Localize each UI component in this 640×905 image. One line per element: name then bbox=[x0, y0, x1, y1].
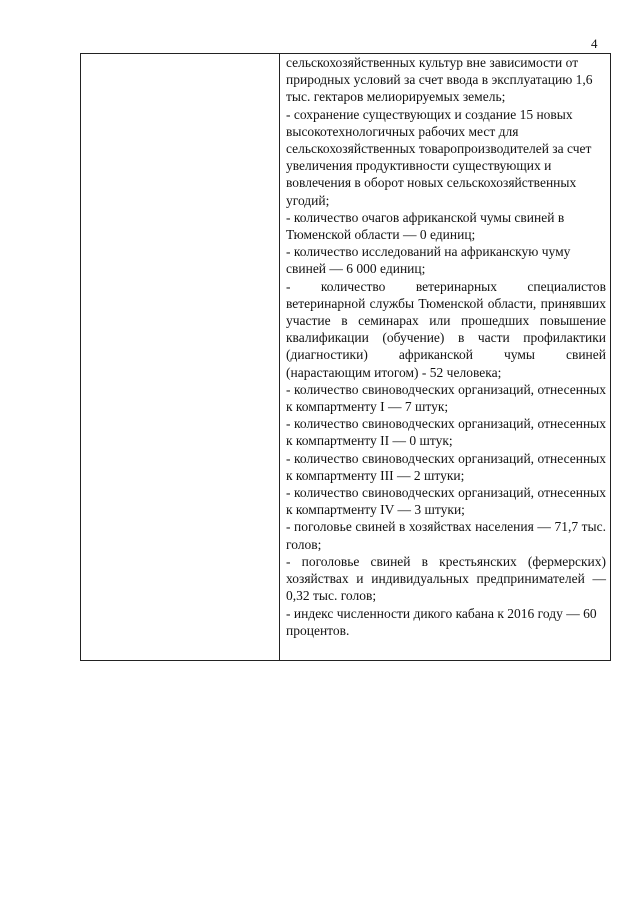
table-right-cell bbox=[280, 54, 610, 660]
item-melioration-land: сельскохозяйственных культур вне зависимости от природных условий за счет ввода в эксплуатацию 1,6 тыс. гектаров мелиорируемых земель; bbox=[286, 55, 593, 105]
item-wild-boar-index: - индекс численности дикого кабана к 2016 году — 60 процентов. bbox=[286, 605, 597, 638]
item-farm-pigs: - поголовье свиней в крестьянских (фермерских) хозяйствах и индивидуальных предпринимателей — 0,32 тыс. голов; bbox=[286, 553, 606, 604]
item-jobs: - сохранение существующих и создание 15 новых высокотехнологичных рабочих мест для сельскохозяйственных товаропроизводителей за счет увеличения продуктивности существующих и вовлечения в оборот новых сельскохозяйственных угодий; bbox=[286, 106, 592, 208]
item-asf-outbreaks: - количество очагов африканской чумы свиней в Тюменской области — 0 единиц; bbox=[286, 209, 565, 243]
item-compartment-4: - количество свиноводческих организаций, отнесенных к компартменту IV — 3 штуки; bbox=[286, 485, 606, 518]
table-left-cell bbox=[81, 54, 280, 660]
item-compartment-1: - количество свиноводческих организаций, отнесенных к компартменту I — 7 штук; bbox=[286, 381, 606, 415]
item-vet-specialists: - количество ветеринарных специалистов ветеринарной службы Тюменской области, принявших участие в семинарах или прошедших повышение квалификации (обучение) в части профилактики (диагностики) африканской чумы свиней (нарастающим итогом) - 52 человека; bbox=[286, 278, 606, 380]
item-compartment-2: - количество свиноводческих организаций, отнесенных к компартменту II — 0 штук; bbox=[286, 416, 606, 449]
item-asf-tests: - количество исследований на африканскую чуму свиней — 6 000 единиц; bbox=[286, 244, 571, 277]
document-table bbox=[80, 53, 611, 661]
item-household-pigs: - поголовье свиней в хозяйствах населения — 71,7 тыс. голов; bbox=[286, 519, 606, 552]
item-compartment-3: - количество свиноводческих организаций, отнесенных к компартменту III — 2 штуки; bbox=[286, 450, 606, 483]
page-number: 4 bbox=[591, 36, 598, 51]
